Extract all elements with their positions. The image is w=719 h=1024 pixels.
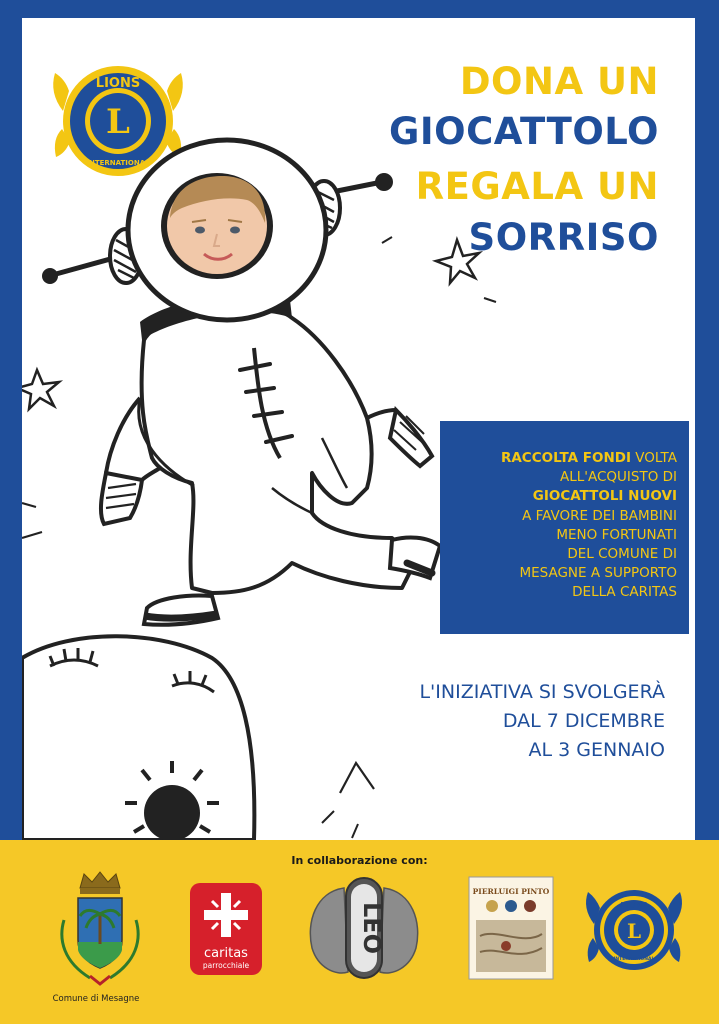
info-box-line-4: A FAVORE DEI BAMBINI xyxy=(522,507,677,524)
headline-line-4: SORRISO xyxy=(468,216,659,259)
info-box-line-1-rest: VOLTA xyxy=(630,450,677,466)
dates-block xyxy=(419,678,665,765)
info-box-line-5: MENO FORTUNATI xyxy=(556,526,677,543)
comune-label: Comune di Mesagne xyxy=(52,994,140,1004)
lions-footer-letter: L xyxy=(626,919,642,943)
star-icon xyxy=(22,370,59,409)
info-box-line-2: ALL'ACQUISTO DI xyxy=(559,469,677,486)
info-box xyxy=(440,421,689,634)
info-box-line-7: MESAGNE A SUPPORTO xyxy=(519,565,677,582)
child-face-photo xyxy=(167,176,267,274)
info-box-line-1 xyxy=(448,449,677,468)
comune-crest-icon xyxy=(50,870,150,992)
headline-line-2: GIOCATTOLO xyxy=(389,110,659,153)
headline-line-3: REGALA UN xyxy=(415,165,659,208)
collab-label: In collaborazione con: xyxy=(291,854,428,867)
caritas-logo-subtext: parrocchiale xyxy=(202,961,250,970)
moon-illustration xyxy=(22,636,254,840)
leo-logo xyxy=(306,872,422,984)
info-box-bold-2: GIOCATTOLI NUOVI xyxy=(532,488,677,505)
leo-logo-text: LEO xyxy=(358,901,386,955)
lions-footer-bottom-text: INTERNATIONAL xyxy=(613,957,655,962)
lions-logo-top-text: LIONS xyxy=(95,76,141,91)
dates-line-1: L'INIZIATIVA SI SVOLGERÀ xyxy=(419,681,665,703)
headline-line-1: DONA UN xyxy=(459,60,659,103)
info-box-line-6: DEL COMUNE DI xyxy=(567,546,677,563)
pinto-district-logo xyxy=(468,876,554,980)
info-box-bold-1: RACCOLTA FONDI xyxy=(500,450,631,466)
lions-logo-footer xyxy=(580,876,688,984)
pinto-logo-text: PIERLUIGI PINTO xyxy=(472,887,550,896)
caritas-logo-text: caritas xyxy=(204,946,248,961)
lions-footer-top-text: LIONS xyxy=(620,901,648,910)
lions-logo-bottom-text: INTERNATIONAL xyxy=(86,159,150,167)
footer-band xyxy=(0,840,719,1024)
dates-line-3: AL 3 GENNAIO xyxy=(528,739,665,761)
poster-canvas xyxy=(22,18,695,840)
lions-logo-letter: L xyxy=(106,102,130,142)
caritas-logo xyxy=(190,883,262,975)
info-box-line-8: DELLA CARITAS xyxy=(572,584,677,601)
dates-line-2: DAL 7 DICEMBRE xyxy=(502,710,665,732)
